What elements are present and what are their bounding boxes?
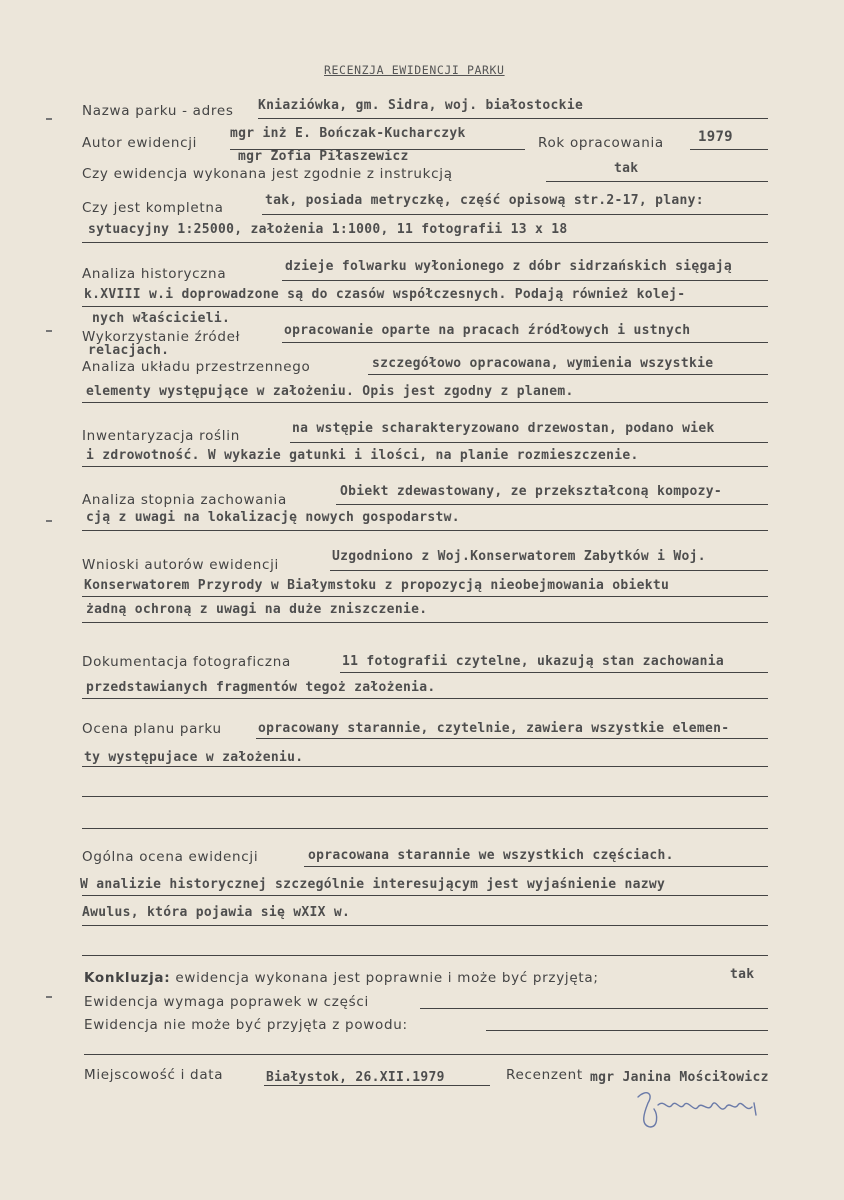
needs-fixes-line xyxy=(420,1008,768,1009)
reviewer-value: mgr Janina Mościłowicz xyxy=(590,1070,769,1085)
author-value-2: mgr Zofia Piłaszewicz xyxy=(238,149,409,164)
plants-line-2 xyxy=(82,466,768,467)
place-date-value: Białystok, 26.XII.1979 xyxy=(266,1070,445,1085)
author-value-1: mgr inż E. Bończak-Kucharczyk xyxy=(230,126,466,141)
conclusion-label-bold: Konkluzja: xyxy=(84,970,171,986)
needs-fixes-label: Ewidencja wymaga poprawek w części xyxy=(84,994,369,1010)
sources-label: Wykorzystanie źródeł xyxy=(82,329,241,345)
overall-line-1 xyxy=(304,866,768,867)
overall-label: Ogólna ocena ewidencji xyxy=(82,849,259,865)
overall-value-2: W analizie historycznej szczególnie interesującym jest wyjaśnienie nazwy xyxy=(80,877,666,892)
overall-value-1: opracowana starannie we wszystkich częściach. xyxy=(308,848,674,863)
plan-line-1 xyxy=(256,738,768,739)
conformity-value: tak xyxy=(614,161,639,176)
photo-label: Dokumentacja fotograficzna xyxy=(82,654,291,670)
park-name-line xyxy=(258,118,768,119)
plants-value-2: i zdrowotność. W wykazie gatunki i ilości, na planie rozmieszczenie. xyxy=(86,448,639,463)
rejection-line-1 xyxy=(486,1030,768,1031)
plan-line-4 xyxy=(82,828,768,829)
plan-label: Ocena planu parku xyxy=(82,721,222,737)
photo-value-1: 11 fotografii czytelne, ukazują stan zachowania xyxy=(342,654,724,669)
spatial-value-1: szczegółowo opracowana, wymienia wszystkie xyxy=(372,356,714,371)
conclusions-line-3 xyxy=(82,622,768,623)
rejection-line-2 xyxy=(84,1054,768,1055)
state-value-2: cją z uwagi na lokalizację nowych gospodarstw. xyxy=(86,510,460,525)
state-line-1 xyxy=(336,504,768,505)
sources-line xyxy=(282,342,768,343)
overall-line-2 xyxy=(82,895,768,896)
conclusion-label: ewidencja wykonana jest poprawnie i może być przyjęta; xyxy=(175,970,599,986)
margin-mark xyxy=(46,996,52,998)
history-line-1 xyxy=(282,280,768,281)
conclusions-line-1 xyxy=(330,570,768,571)
state-value-1: Obiekt zdewastowany, ze przekształconą kompozy- xyxy=(340,484,722,499)
conclusion-heading xyxy=(84,970,599,986)
conclusions-label: Wnioski autorów ewidencji xyxy=(82,557,279,573)
margin-mark xyxy=(46,330,52,332)
conclusions-value-1: Uzgodniono z Woj.Konserwatorem Zabytków i Woj. xyxy=(332,549,706,564)
plants-label: Inwentaryzacja roślin xyxy=(82,428,240,444)
plan-value-1: opracowany starannie, czytelnie, zawiera wszystkie elemen- xyxy=(258,721,730,736)
photo-line-1 xyxy=(340,672,768,673)
plan-value-2: ty występujace w założeniu. xyxy=(84,750,304,765)
history-value-1: dzieje folwarku wyłonionego z dóbr sidrzańskich sięgają xyxy=(285,259,732,274)
year-value: 1979 xyxy=(698,129,733,145)
complete-value-1: tak, posiada metryczkę, część opisową str.2-17, plany: xyxy=(265,193,704,208)
form-title: RECENZJA EWIDENCJI PARKU xyxy=(324,63,505,77)
conclusions-value-3: żadną ochroną z uwagi na duże zniszczenie. xyxy=(86,602,428,617)
conclusion-value: tak xyxy=(730,967,755,982)
plants-value-1: na wstępie scharakteryzowano drzewostan, podano wiek xyxy=(292,421,715,436)
sources-value-2: relacjach. xyxy=(88,343,170,358)
year-label: Rok opracowania xyxy=(538,135,664,151)
sources-value-1: opracowanie oparte na pracach źródłowych i ustnych xyxy=(284,323,691,338)
year-line xyxy=(690,149,768,150)
overall-line-4 xyxy=(82,955,768,956)
rejection-label: Ewidencja nie może być przyjęta z powodu: xyxy=(84,1017,408,1033)
conformity-label: Czy ewidencja wykonana jest zgodnie z instrukcją xyxy=(82,166,453,182)
conformity-line xyxy=(546,181,768,182)
conclusions-value-2: Konserwatorem Przyrody w Białymstoku z propozycją nieobejmowania obiektu xyxy=(84,578,670,593)
author-label: Autor ewidencji xyxy=(82,135,198,151)
complete-line-2 xyxy=(82,242,768,243)
plan-line-2 xyxy=(82,766,768,767)
conclusions-line-2 xyxy=(82,596,768,597)
complete-label: Czy jest kompletna xyxy=(82,200,224,216)
overall-value-3: Awulus, która pojawia się wXIX w. xyxy=(82,905,351,920)
photo-line-2 xyxy=(82,698,768,699)
history-line-2 xyxy=(82,306,768,307)
spatial-value-2: elementy występujące w założeniu. Opis jest zgodny z planem. xyxy=(86,384,574,399)
margin-mark xyxy=(46,520,52,522)
plan-line-3 xyxy=(82,796,768,797)
photo-value-2: przedstawianych fragmentów tegoż założenia. xyxy=(86,680,436,695)
history-label: Analiza historyczna xyxy=(82,266,227,282)
state-line-2 xyxy=(82,530,768,531)
park-name-value: Kniaziówka, gm. Sidra, woj. białostockie xyxy=(258,98,584,113)
spatial-line-2 xyxy=(82,402,768,403)
place-date-line xyxy=(264,1085,490,1086)
park-name-label: Nazwa parku - adres xyxy=(82,103,234,119)
complete-value-2: sytuacyjny 1:25000, założenia 1:1000, 11 fotografii 13 x 18 xyxy=(88,222,568,237)
spatial-line-1 xyxy=(368,374,768,375)
state-label: Analiza stopnia zachowania xyxy=(82,492,287,508)
reviewer-signature xyxy=(628,1085,778,1135)
plants-line-1 xyxy=(290,442,768,443)
complete-line-1 xyxy=(262,214,768,215)
overall-line-3 xyxy=(82,925,768,926)
spatial-label: Analiza układu przestrzennego xyxy=(82,359,311,375)
history-value-3: nych właścicieli. xyxy=(92,311,231,326)
reviewer-label: Recenzent xyxy=(506,1067,583,1083)
place-date-label: Miejscowość i data xyxy=(84,1067,224,1083)
margin-mark xyxy=(46,118,52,120)
history-value-2: k.XVIII w.i doprowadzone są do czasów współczesnych. Podają również kolej- xyxy=(84,287,686,302)
